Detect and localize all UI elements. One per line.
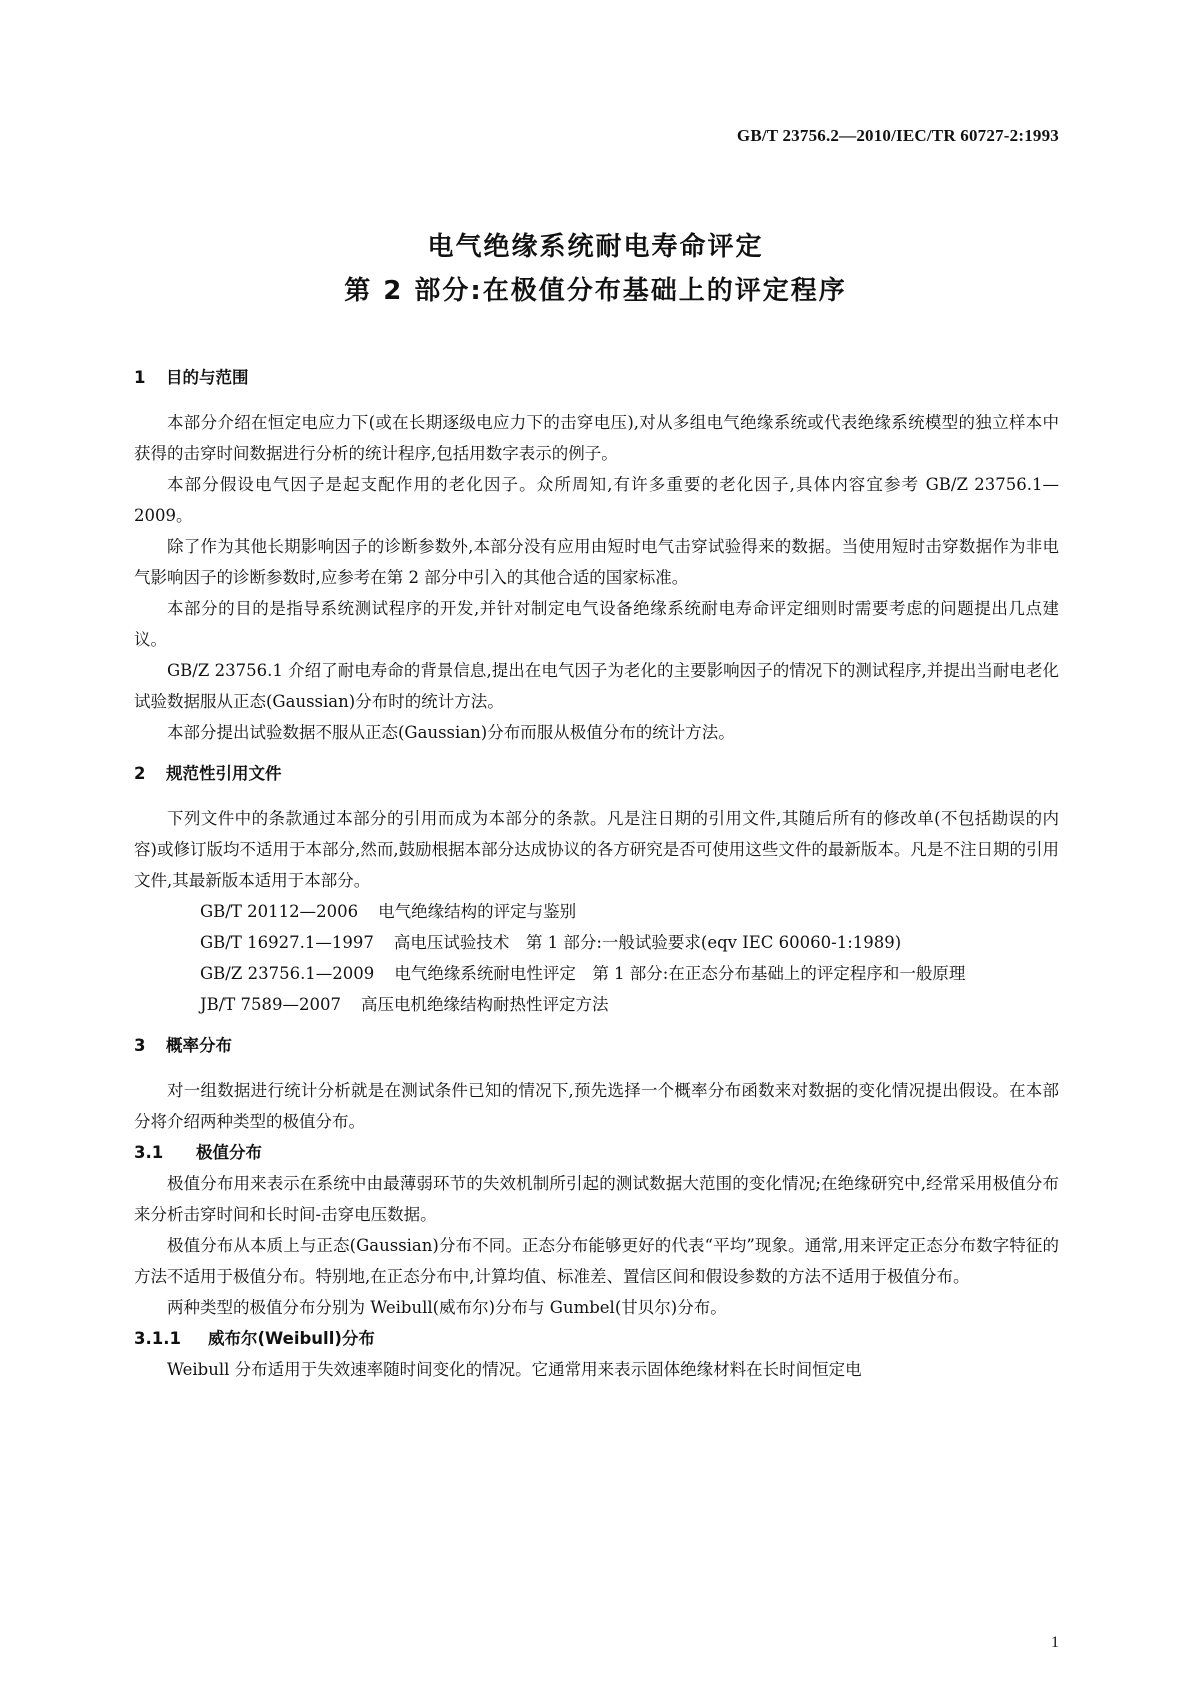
paragraph: 本部分的目的是指导系统测试程序的开发,并针对制定电气设备绝缘系统耐电寿命评定细则时需要考虑的问题提出几点建议。 (134, 599, 1059, 649)
paragraph: 下列文件中的条款通过本部分的引用而成为本部分的条款。凡是注日期的引用文件,其随后所有的修改单(不包括勘误的内容)或修订版均不适用于本部分,然而,鼓励根据本部分达成协议的各方研究是否可使用这些文件的最新版本。凡是不注日期的引用文件,其最新版本适用于本部分。 (134, 809, 1059, 890)
section-number: 1 (134, 368, 146, 387)
subsection-heading (134, 1137, 1059, 1168)
page-number: 1 (1051, 1634, 1059, 1651)
paragraph: 本部分介绍在恒定电应力下(或在长期逐级电应力下的击穿电压),对从多组电气绝缘系统或代表绝缘系统模型的独立样本中获得的击穿时间数据进行分析的统计程序,包括用数字表示的例子。 (134, 413, 1059, 463)
document-title: 电气绝缘系统耐电寿命评定 (427, 232, 764, 262)
section-title: 目的与范围 (166, 368, 249, 387)
reference-code: GB/T 16927.1—1997 (200, 933, 374, 952)
section-title: 规范性引用文件 (166, 764, 282, 783)
paragraph: 本部分提出试验数据不服从正态(Gaussian)分布而服从极值分布的统计方法。 (167, 723, 735, 742)
subsection-number: 3.1 (134, 1143, 164, 1162)
reference-item (134, 896, 1059, 927)
section-1 (134, 362, 1059, 748)
paragraph: GB/Z 23756.1 介绍了耐电寿命的背景信息,提出在电气因子为老化的主要影响因子的情况下的测试程序,并提出当耐电老化试验数据服从正态(Gaussian)分布时的统计方法。 (134, 661, 1059, 711)
subsubsection-heading (134, 1323, 1059, 1354)
paragraph: 除了作为其他长期影响因子的诊断参数外,本部分没有应用由短时电气击穿试验得来的数据。当使用短时击穿数据作为非电气影响因子的诊断参数时,应参考在第 2 部分中引入的其他合适的国家标准。 (134, 537, 1059, 587)
reference-code: JB/T 7589—2007 (200, 995, 342, 1014)
section-heading (134, 758, 1059, 789)
reference-title: 高压电机绝缘结构耐热性评定方法 (361, 995, 609, 1014)
section-heading (134, 1030, 1059, 1061)
reference-item (134, 927, 1059, 958)
paragraph: Weibull 分布适用于失效速率随时间变化的情况。它通常用来表示固体绝缘材料在长时间恒定电 (167, 1360, 862, 1379)
reference-item (134, 989, 1059, 1020)
paragraph: 极值分布用来表示在系统中由最薄弱环节的失效机制所引起的测试数据大范围的变化情况;在绝缘研究中,经常采用极值分布来分析击穿时间和长时间-击穿电压数据。 (134, 1174, 1059, 1224)
paragraph: 极值分布从本质上与正态(Gaussian)分布不同。正态分布能够更好的代表“平均”现象。通常,用来评定正态分布数字特征的方法不适用于极值分布。特别地,在正态分布中,计算均值、标准差、置信区间和假设参数的方法不适用于极值分布。 (134, 1236, 1059, 1286)
reference-title: 电气绝缘结构的评定与鉴别 (378, 902, 577, 921)
paragraph: 对一组数据进行统计分析就是在测试条件已知的情况下,预先选择一个概率分布函数来对数据的变化情况提出假设。在本部分将介绍两种类型的极值分布。 (134, 1081, 1059, 1131)
section-heading (134, 362, 1059, 393)
reference-code: GB/T 20112—2006 (200, 902, 359, 921)
section-2 (134, 758, 1059, 1020)
reference-code: GB/Z 23756.1—2009 (200, 964, 375, 983)
subsubsection-title: 威布尔(Weibull)分布 (208, 1329, 375, 1348)
document-body (134, 362, 1059, 1385)
section-number: 3 (134, 1036, 146, 1055)
subsection-title: 极值分布 (196, 1143, 262, 1162)
document-subtitle: 第 2 部分:在极值分布基础上的评定程序 (344, 276, 847, 306)
section-number: 2 (134, 764, 146, 783)
reference-title: 电气绝缘系统耐电性评定 第 1 部分:在正态分布基础上的评定程序和一般原理 (394, 964, 966, 983)
reference-title: 高电压试验技术 第 1 部分:一般试验要求(eqv IEC 60060-1:1989) (393, 933, 902, 952)
standard-code: GB/T 23756.2—2010/IEC/TR 60727-2:1993 (736, 126, 1059, 145)
paragraph: 本部分假设电气因子是起支配作用的老化因子。众所周知,有许多重要的老化因子,具体内容宜参考 GB/Z 23756.1—2009。 (134, 475, 1059, 525)
reference-item (134, 958, 1059, 989)
subsubsection-number: 3.1.1 (134, 1329, 181, 1348)
section-title: 概率分布 (166, 1036, 232, 1055)
section-3 (134, 1030, 1059, 1385)
paragraph: 两种类型的极值分布分别为 Weibull(威布尔)分布与 Gumbel(甘贝尔)分布。 (167, 1298, 727, 1317)
